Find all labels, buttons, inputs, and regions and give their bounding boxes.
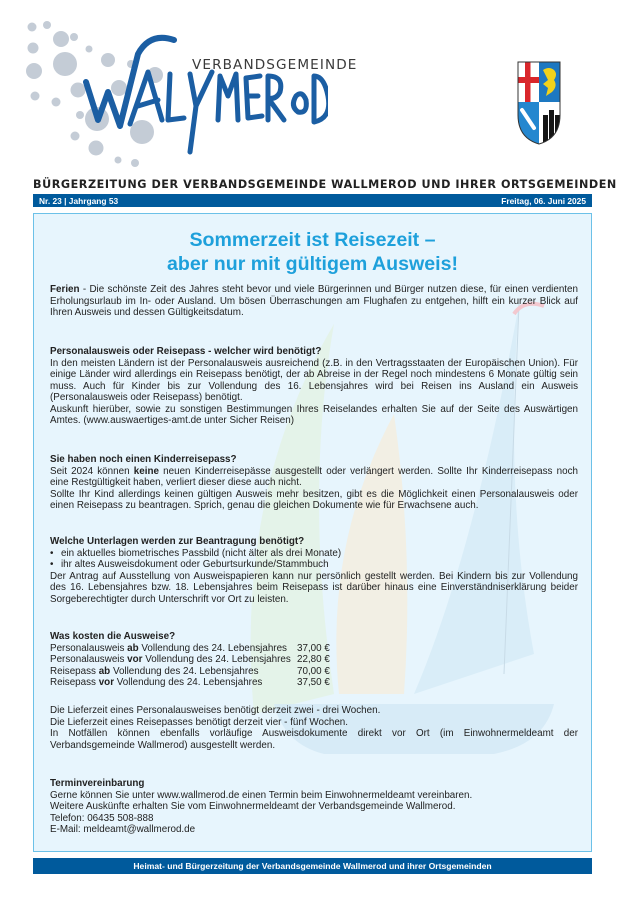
price-row [50,677,578,689]
article-title-line1: Sommerzeit ist Reisezeit – [189,229,436,251]
price-cond: vor [127,654,143,666]
intro-text: - Die schönste Zeit des Jahres steht bevor und viele Bürgerinnen und Bürger nutzen diese, für einen verdienten Erholungsurlaub im In- oder Ausland. Um bösen Überraschungen am Flughafen zu entgehen, hilft ein kurzer Blick auf Ihren Ausweis und dessen Gültigkeitsdatum. [50,284,578,319]
text-span: neuen Kinderreisepässe ausgestellt oder verlängert werden. Sollte Ihr Kinderreisepass noch eine Restgültigkeit haben, verliert dieser diese auch nicht. [50,465,578,489]
price-rest: Vollendung des 24. Lebensjahres [110,665,259,677]
lieferzeit-line: Die Lieferzeit eines Personalausweises benötigt derzeit zwei - drei Wochen. [50,705,381,716]
contact-phone: Telefon: 06435 508-888 [50,812,154,824]
price-doc: Personalausweis [50,642,128,654]
price-cond: vor [98,677,115,689]
price-value: 70,00 € [297,665,330,677]
section-heading: Terminvereinbarung [50,778,145,789]
price-rest: Vollendung des 24. Lebensjahres [142,654,291,666]
article-title-line2: aber nur mit gültigem Ausweis! [166,253,459,275]
price-doc: Reisepass [50,677,99,689]
section-heading: Was kosten die Ausweise? [50,631,176,642]
intro-lead: Ferien [50,284,80,295]
price-label [50,643,297,655]
price-doc: Personalausweis [50,654,128,666]
section-paragraph: Auskunft hierüber, sowie zu sonstigen Bestimmungen Ihres Reiselandes erhalten Sie auf der Seite des Auswärtigen Amtes. (www.auswaertiges-amt.de unter Sicher Reisen) [50,403,578,427]
logo-wordmark [78,34,328,159]
contact-email: E-Mail: meldeamt@wallmerod.de [50,824,196,836]
newspaper-subtitle: BÜRGERZEITUNG DER VERBANDSGEMEINDE WALLMEROD UND IHRER ORTSGEMEINDEN [33,178,617,191]
bullet-item [50,548,578,560]
issue-date: Freitag, 06. Juni 2025 [501,195,586,206]
price-doc: Reisepass [50,665,99,677]
article-title [34,228,591,276]
issue-number: Nr. 23 | Jahrgang 53 [39,195,119,206]
price-value: 22,80 € [297,654,330,666]
text-span: Seit 2024 können [50,465,134,477]
section-heading: Personalausweis oder Reisepass - welcher wird benötigt? [50,346,322,357]
section-paragraph: In den meisten Ländern ist der Personalausweis ausreichend (z.B. in den Vertragsstaaten der Europäischen Union). Für einige Länder wird allerdings ein Reisepass benötigt, der ab Abreise in der Regel noch mindestens 6 Monate gültig sein muss. Auch für Kinder bis zur Vollendung des 16. Lebensjahres wird bei Reisen ins Ausland ein Ausweis (Personalausweis oder Reisepass) benötigt. [50,357,578,404]
section-unterlagen [50,536,578,605]
price-rest: Vollendung des 24. Lebensjahres [114,677,263,689]
lieferzeit-line: In Notfällen können ebenfalls vorläufige Ausweisdokumente direkt vor Ort (im Einwohnermeldeamt der Verbandsgemeinde Wallmerod) ausgestellt werden. [50,728,578,751]
section-lieferzeit [50,705,578,751]
intro-paragraph [50,284,578,319]
section-paragraph: Sollte Ihr Kind allerdings keinen gültigen Ausweis mehr besitzen, gibt es die Möglichkeit einen Personalausweis oder einen Reisepass zu beantragen. Sprich, genau die gleichen Dokumente wie für Erwachsene auch. [50,488,578,512]
coat-of-arms-icon [516,60,562,146]
price-cond: ab [127,642,139,654]
section-heading: Welche Unterlagen werden zur Beantragung benötigt? [50,536,305,547]
price-label [50,654,297,666]
price-label [50,666,297,678]
price-value: 37,00 € [297,642,330,654]
section-paragraph: Der Antrag auf Ausstellung von Ausweispapieren kann nur persönlich gestellt werden. Bei Kindern bis zur Vollendung des 16. Lebensjahres bzw. 18. Lebensjahres beim Reisepass ist darüber hinaus eine Einverständniserklärung beider Sorgeberechtigter durch Unterschrift vor Ort zu leisten. [50,570,578,605]
price-label [50,677,297,689]
termin-line: Weitere Auskünfte erhalten Sie vom Einwohnermeldeamt der Verbandsgemeinde Wallmerod. [50,801,456,813]
logo-verbandsgemeinde-label: VERBANDSGEMEINDE [192,57,358,73]
section-documents [50,346,578,427]
lieferzeit-line: Die Lieferzeit eines Reisepasses benötigt derzeit vier - fünf Wochen. [50,716,349,728]
section-heading: Sie haben noch einen Kinderreisepass? [50,454,237,465]
section-kosten [50,631,578,689]
section-kinderreisepass [50,454,578,512]
price-row [50,666,578,678]
price-rest: Vollendung des 24. Lebensjahres [138,642,287,654]
bullet-text: ihr altes Ausweisdokument oder Geburtsurkunde/Stammbuch [61,559,329,571]
issue-banner [33,194,592,207]
footer-banner: Heimat- und Bürgerzeitung der Verbandsgemeinde Wallmerod und ihrer Ortsgemeinden [33,858,592,874]
text-bold: keine [133,465,159,477]
bullet-icon: • [50,547,54,559]
termin-line: Gerne können Sie unter www.wallmerod.de einen Termin beim Einwohnermeldeamt vereinbaren. [50,789,473,801]
bullet-text: ein aktuelles biometrisches Passbild (nicht älter als drei Monate) [61,547,342,559]
article-box [33,213,592,852]
price-row [50,654,578,666]
bullet-item [50,559,578,571]
price-row [50,643,578,655]
price-cond: ab [98,665,111,677]
price-value: 37,50 € [297,677,330,689]
bullet-icon: • [50,559,54,571]
section-termin [50,778,578,836]
